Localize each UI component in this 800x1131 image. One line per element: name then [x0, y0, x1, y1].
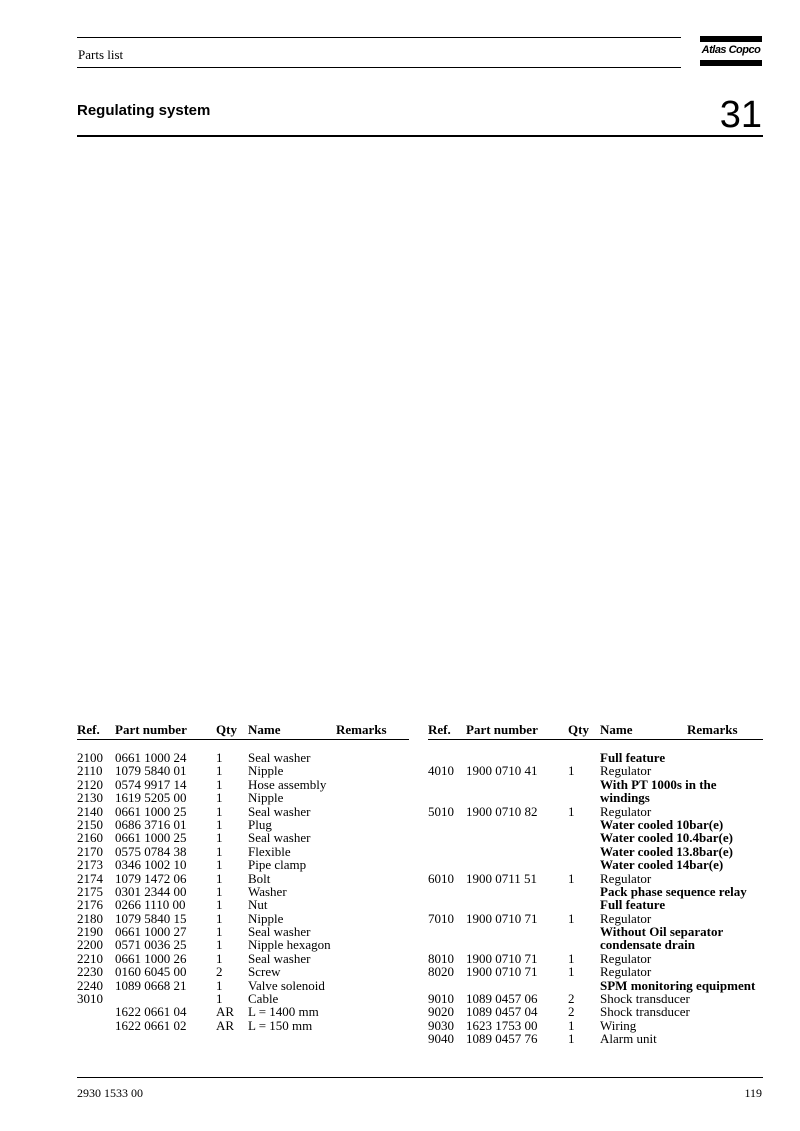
left-header-rule — [77, 739, 409, 740]
cell-name: Nipple — [248, 790, 284, 806]
cell-name: Shock transducer — [600, 991, 690, 1007]
cell-qty: 1 — [216, 937, 223, 953]
cell-name: Seal washer — [248, 830, 311, 846]
cell-qty: 1 — [216, 950, 223, 966]
cell-part-number: 0661 1000 27 — [115, 924, 187, 940]
cell-ref: 2190 — [77, 924, 103, 940]
cell-name: SPM monitoring equipment — [600, 977, 756, 993]
table-row — [428, 1019, 763, 1032]
table-row — [77, 1019, 409, 1032]
cell-name: Full feature — [600, 750, 666, 765]
cell-name: Nipple hexagon — [248, 937, 331, 953]
table-row — [428, 898, 763, 911]
cell-name: Hose assembly — [248, 776, 327, 792]
cell-name: Full feature — [600, 897, 666, 913]
cell-name: Plug — [248, 816, 272, 832]
cell-qty: 1 — [216, 750, 223, 765]
cell-name: Regulator — [600, 910, 652, 926]
cell-qty: AR — [216, 1004, 235, 1020]
cell-part-number: 1900 0710 71 — [466, 964, 538, 980]
page-title: Regulating system — [77, 102, 211, 119]
cell-name: Nipple — [248, 763, 284, 779]
table-row — [428, 1005, 763, 1018]
cell-qty: 2 — [216, 964, 223, 980]
table-row — [428, 952, 763, 965]
cell-name: Pack phase sequence relay — [600, 883, 747, 899]
table-row — [428, 885, 763, 898]
cell-qty: 2 — [568, 1004, 575, 1020]
cell-ref: 2173 — [77, 857, 103, 873]
cell-part-number: 0661 1000 24 — [115, 750, 187, 765]
cell-ref: 4010 — [428, 763, 454, 779]
table-row — [77, 831, 409, 844]
cell-name: Washer — [248, 883, 287, 899]
cell-part-number: 0575 0784 38 — [115, 843, 187, 859]
cell-ref: 2150 — [77, 816, 103, 832]
table-row — [428, 831, 763, 844]
title-rule — [77, 135, 763, 137]
cell-part-number: 0301 2344 00 — [115, 883, 187, 899]
cell-ref: 2160 — [77, 830, 103, 846]
cell-qty: 1 — [216, 924, 223, 940]
cell-part-number: 0571 0036 25 — [115, 937, 187, 953]
cell-qty: 1 — [216, 830, 223, 846]
header-ref: Ref. — [428, 722, 451, 737]
header-name: Name — [248, 722, 281, 737]
cell-name: Cable — [248, 991, 279, 1007]
table-row — [77, 845, 409, 858]
header-bottom-rule — [77, 67, 681, 68]
table-row — [428, 805, 763, 818]
table-row — [428, 751, 763, 764]
table-row — [77, 885, 409, 898]
cell-name: Regulator — [600, 763, 652, 779]
cell-part-number: 0661 1000 26 — [115, 950, 187, 966]
header-top-rule — [77, 37, 681, 38]
cell-part-number: 0686 3716 01 — [115, 816, 187, 832]
cell-part-number: 1619 5205 00 — [115, 790, 187, 806]
page-number: 119 — [744, 1086, 762, 1100]
cell-part-number: 1079 5840 15 — [115, 910, 187, 926]
cell-part-number: 1089 0668 21 — [115, 977, 187, 993]
cell-ref: 2200 — [77, 937, 103, 953]
cell-ref: 2176 — [77, 897, 103, 913]
cell-part-number: 0661 1000 25 — [115, 803, 187, 819]
cell-part-number: 1900 0710 82 — [466, 803, 538, 819]
cell-name: With PT 1000s in the — [600, 776, 717, 792]
cell-qty: 1 — [568, 763, 575, 779]
table-row — [77, 979, 409, 992]
cell-name: Water cooled 14bar(e) — [600, 857, 724, 873]
cell-name: Valve solenoid — [248, 977, 325, 993]
header-part: Part number — [466, 722, 538, 737]
cell-ref: 9030 — [428, 1017, 454, 1033]
cell-name: Seal washer — [248, 803, 311, 819]
cell-qty: 1 — [568, 1031, 575, 1047]
cell-name: Shock transducer — [600, 1004, 690, 1020]
cell-ref: 2130 — [77, 790, 103, 806]
cell-qty: 1 — [216, 910, 223, 926]
cell-qty: 2 — [568, 991, 575, 1007]
cell-name: Flexible — [248, 843, 291, 859]
cell-part-number: 0160 6045 00 — [115, 964, 187, 980]
table-row — [428, 818, 763, 831]
cell-name: condensate drain — [600, 937, 695, 953]
cell-qty: 1 — [568, 803, 575, 819]
header-ref: Ref. — [77, 722, 100, 737]
cell-name: Water cooled 13.8bar(e) — [600, 843, 733, 859]
cell-name: Regulator — [600, 870, 652, 886]
header-name: Name — [600, 722, 633, 737]
cell-ref: 9010 — [428, 991, 454, 1007]
cell-ref: 9040 — [428, 1031, 454, 1047]
table-row — [77, 751, 409, 764]
cell-qty: 1 — [216, 843, 223, 859]
header-remarks: Remarks — [687, 722, 738, 737]
cell-ref: 2170 — [77, 843, 103, 859]
header-qty: Qty — [568, 722, 589, 737]
cell-part-number: 1079 1472 06 — [115, 870, 187, 886]
table-row — [77, 925, 409, 938]
cell-ref: 7010 — [428, 910, 454, 926]
table-row — [77, 952, 409, 965]
cell-ref: 2210 — [77, 950, 103, 966]
cell-qty: 1 — [568, 870, 575, 886]
left-parts-table — [77, 751, 409, 1032]
table-row — [77, 858, 409, 871]
table-row — [77, 965, 409, 978]
cell-qty: 1 — [216, 776, 223, 792]
table-row — [428, 1032, 763, 1045]
table-row — [77, 938, 409, 951]
table-row — [77, 805, 409, 818]
cell-qty: 1 — [216, 803, 223, 819]
document-number: 2930 1533 00 — [77, 1086, 143, 1100]
cell-ref: 5010 — [428, 803, 454, 819]
cell-name: Without Oil separator — [600, 924, 724, 940]
cell-part-number: 1900 0711 51 — [466, 870, 538, 886]
cell-part-number: 1622 0661 02 — [115, 1017, 187, 1033]
cell-qty: 1 — [216, 991, 223, 1007]
table-row — [77, 818, 409, 831]
cell-part-number: 1900 0710 71 — [466, 950, 538, 966]
cell-ref: 2140 — [77, 803, 103, 819]
cell-part-number: 1900 0710 71 — [466, 910, 538, 926]
cell-part-number: 1089 0457 06 — [466, 991, 538, 1007]
cell-name: Alarm unit — [600, 1031, 657, 1047]
cell-part-number: 1079 5840 01 — [115, 763, 187, 779]
cell-ref: 2110 — [77, 763, 103, 779]
cell-part-number: 0574 9917 14 — [115, 776, 187, 792]
cell-qty: 1 — [216, 977, 223, 993]
right-parts-table — [428, 751, 763, 1046]
cell-qty: 1 — [568, 1017, 575, 1033]
cell-name: Seal washer — [248, 750, 311, 765]
cell-ref: 8010 — [428, 950, 454, 966]
cell-name: Regulator — [600, 964, 652, 980]
cell-ref: 2180 — [77, 910, 103, 926]
header-remarks: Remarks — [336, 722, 387, 737]
cell-part-number: 1089 0457 04 — [466, 1004, 538, 1020]
table-row — [77, 872, 409, 885]
cell-qty: 1 — [216, 897, 223, 913]
header-label: Parts list — [78, 47, 124, 62]
cell-name: windings — [600, 790, 650, 806]
cell-part-number: 0346 1002 10 — [115, 857, 187, 873]
table-row — [77, 778, 409, 791]
cell-qty: 1 — [568, 950, 575, 966]
cell-ref: 3010 — [77, 991, 103, 1007]
cell-ref: 2120 — [77, 776, 103, 792]
table-row — [428, 979, 763, 992]
cell-name: Regulator — [600, 950, 652, 966]
cell-ref: 2174 — [77, 870, 103, 886]
cell-part-number: 1623 1753 00 — [466, 1017, 538, 1033]
cell-part-number: 0661 1000 25 — [115, 830, 187, 846]
table-row — [428, 778, 763, 791]
footer-rule — [77, 1077, 763, 1078]
table-row — [428, 872, 763, 885]
cell-qty: 1 — [216, 857, 223, 873]
table-row — [428, 791, 763, 804]
cell-name: Regulator — [600, 803, 652, 819]
cell-name: L = 1400 mm — [248, 1004, 319, 1020]
header-part: Part number — [115, 722, 187, 737]
table-row — [428, 845, 763, 858]
cell-name: L = 150 mm — [248, 1017, 313, 1033]
cell-name: Seal washer — [248, 950, 311, 966]
section-number: 31 — [719, 94, 762, 136]
cell-name: Nipple — [248, 910, 284, 926]
table-row — [77, 1005, 409, 1018]
cell-ref: 2100 — [77, 750, 103, 765]
cell-name: Seal washer — [248, 924, 311, 940]
table-row — [428, 764, 763, 777]
table-row — [428, 938, 763, 951]
table-row — [77, 791, 409, 804]
cell-qty: 1 — [216, 816, 223, 832]
cell-ref: 2230 — [77, 964, 103, 980]
cell-part-number: 1622 0661 04 — [115, 1004, 187, 1020]
table-row — [428, 925, 763, 938]
cell-part-number: 0266 1110 00 — [115, 897, 186, 913]
cell-qty: 1 — [568, 910, 575, 926]
cell-name: Wiring — [600, 1017, 637, 1033]
cell-qty: 1 — [216, 763, 223, 779]
table-row — [77, 992, 409, 1005]
table-row — [428, 992, 763, 1005]
cell-qty: 1 — [216, 870, 223, 886]
cell-name: Water cooled 10bar(e) — [600, 816, 724, 832]
cell-ref: 6010 — [428, 870, 454, 886]
cell-name: Bolt — [248, 870, 271, 886]
table-row — [77, 764, 409, 777]
cell-qty: AR — [216, 1017, 235, 1033]
cell-ref: 2175 — [77, 883, 103, 899]
cell-part-number: 1089 0457 76 — [466, 1031, 538, 1047]
table-row — [428, 965, 763, 978]
cell-ref: 2240 — [77, 977, 103, 993]
table-row — [77, 898, 409, 911]
cell-qty: 1 — [568, 964, 575, 980]
cell-qty: 1 — [216, 883, 223, 899]
atlas-copco-logo — [700, 36, 762, 66]
cell-ref: 8020 — [428, 964, 454, 980]
table-row — [428, 912, 763, 925]
cell-qty: 1 — [216, 790, 223, 806]
logo-text: Atlas Copco — [701, 44, 761, 56]
cell-name: Screw — [248, 964, 281, 980]
header-qty: Qty — [216, 722, 237, 737]
cell-name: Pipe clamp — [248, 857, 307, 873]
table-row — [77, 912, 409, 925]
cell-name: Nut — [248, 897, 268, 913]
cell-ref: 9020 — [428, 1004, 454, 1020]
cell-part-number: 1900 0710 41 — [466, 763, 538, 779]
table-row — [428, 858, 763, 871]
cell-name: Water cooled 10.4bar(e) — [600, 830, 733, 846]
right-header-rule — [428, 739, 763, 740]
